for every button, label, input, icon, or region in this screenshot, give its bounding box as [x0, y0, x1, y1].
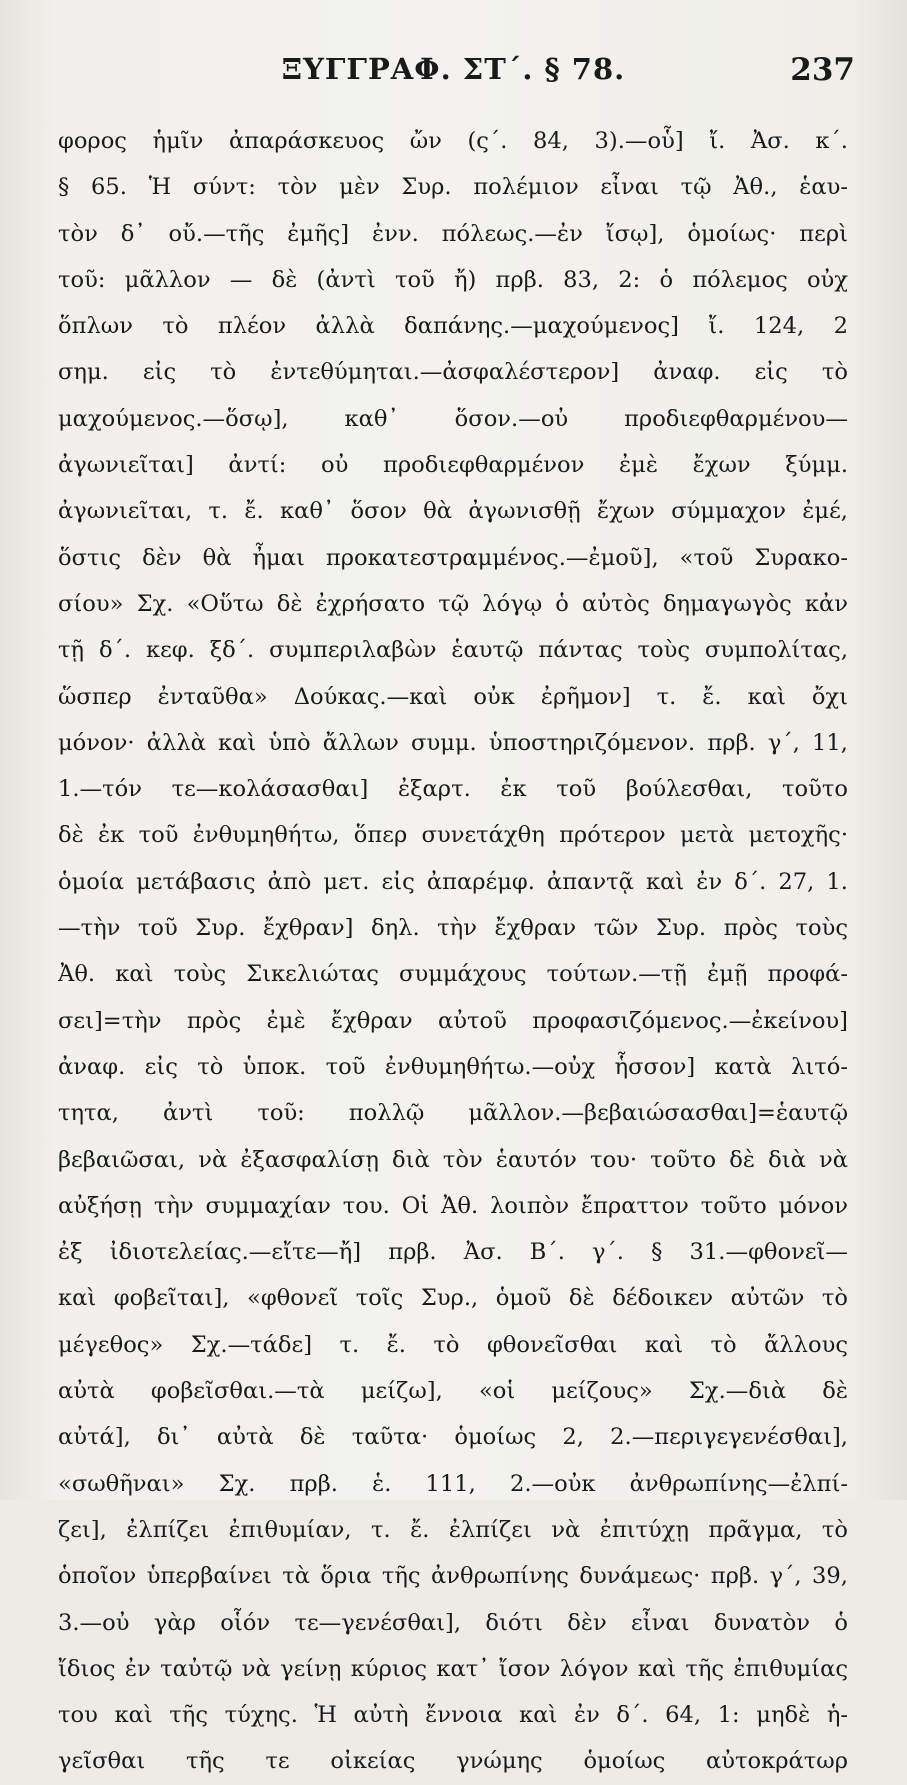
text-line: Ἀθ. καὶ τοὺς Σικελιώτας συμμάχους τούτων.—τῇ ἐμῇ προφά- [58, 961, 848, 988]
text-line: αὐτά], δι᾽ αὐτὰ δὲ ταῦτα· ὁμοίως 2, 2.—περιγεγενέσθαι], [58, 1424, 848, 1451]
text-line: ὅστις δὲν θὰ ἦμαι προκατεστραμμένος.—ἐμοῦ], «τοῦ Συρακο- [58, 544, 848, 571]
text-line: ἀγωνιεῖται] ἀντί: οὐ προδιεφθαρμένον ἐμὲ ἔχων ξύμμ. [58, 452, 848, 479]
text-line: ἀναφ. εἰς τὸ ὑποκ. τοῦ ἐνθυμηθήτω.—οὐχ ἧσσον] κατὰ λιτό- [58, 1053, 848, 1080]
text-line: ζει], ἐλπίζει ἐπιθυμίαν, τ. ἔ. ἐλπίζει νὰ ἐπιτύχῃ πρᾶγμα, τὸ [58, 1516, 848, 1543]
page-number: 237 [790, 52, 855, 88]
text-line: ὁμοία μετάβασις ἀπὸ μετ. εἰς ἀπαρέμφ. ἀπαντᾷ καὶ ἐν δ΄. 27, 1. [58, 868, 848, 895]
page-header [0, 52, 907, 100]
text-line: —τὴν τοῦ Συρ. ἔχθραν] δηλ. τὴν ἔχθραν τῶν Συρ. πρὸς τοὺς [58, 915, 848, 942]
text-line: § 65. Ἡ σύντ: τὸν μὲν Συρ. πολέμιον εἶναι τῷ Ἀθ., ἑαυ- [58, 174, 848, 201]
text-line: τὸν δ᾽ οὔ.—τῆς ἐμῆς] ἐνν. πόλεως.—ἐν ἴσῳ], ὁμοίως· περὶ [58, 220, 848, 247]
text-line: 3.—οὐ γὰρ οἷόν τε—γενέσθαι], διότι δὲν εἶναι δυνατὸν ὁ [58, 1609, 848, 1636]
text-line: μόνον· ἀλλὰ καὶ ὑπὸ ἄλλων συμμ. ὑποστηριζόμενον. πρβ. γ΄, 11, [58, 729, 848, 756]
text-line: τοῦ: μᾶλλον — δὲ (ἀντὶ τοῦ ἤ) πρβ. 83, 2: ὁ πόλεμος οὐχ [58, 266, 848, 293]
text-line: ὅπλων τὸ πλέον ἀλλὰ δαπάνης.—μαχούμενος] ἴ. 124, 2 [58, 313, 848, 340]
commentary-text [58, 118, 848, 1785]
running-head: ΞΥΓΓΡΑΦ. ΣΤ΄. § 78. [281, 52, 626, 86]
text-line: μέγεθος» Σχ.—τάδε] τ. ἔ. τὸ φθονεῖσθαι καὶ τὸ ἄλλους [58, 1331, 848, 1358]
text-line: φορος ἡμῖν ἀπαράσκευος ὤν (ς΄. 84, 3).—οὗ] ἴ. Ἀσ. κ΄. [58, 128, 848, 154]
text-line: δὲ ἐκ τοῦ ἐνθυμηθήτω, ὅπερ συνετάχθη πρότερον μετὰ μετοχῆς· [58, 822, 848, 849]
text-line: «σωθῆναι» Σχ. πρβ. ἑ. 111, 2.—οὐκ ἀνθρωπίνης—ἐλπί- [58, 1470, 848, 1497]
text-line: βεβαιῶσαι, νὰ ἐξασφαλίσῃ διὰ τὸν ἑαυτόν του· τοῦτο δὲ διὰ νὰ [58, 1146, 848, 1173]
text-line: τητα, ἀντὶ τοῦ: πολλῷ μᾶλλον.—βεβαιώσασθαι]=ἑαυτῷ [58, 1100, 848, 1127]
text-line: σημ. εἰς τὸ ἐντεθύμηται.—ἀσφαλέστερον] ἀναφ. εἰς τὸ [58, 359, 848, 386]
text-line: σίου» Σχ. «Οὕτω δὲ ἐχρήσατο τῷ λόγῳ ὁ αὐτὸς δημαγωγὸς κἀν [58, 590, 848, 617]
text-line: αὐτὰ φοβεῖσθαι.—τὰ μείζω], «οἱ μείζους» Σχ.—διὰ δὲ [58, 1378, 848, 1405]
text-line: αὐξήσῃ τὴν συμμαχίαν του. Οἱ Ἀθ. λοιπὸν ἔπραττον τοῦτο μόνον [58, 1192, 848, 1219]
text-line: τῇ δ΄. κεφ. ξδ΄. συμπεριλαβὼν ἑαυτῷ πάντας τοὺς συμπολίτας, [58, 637, 848, 664]
text-line: 1.—τόν τε—κολάσασθαι] ἐξαρτ. ἐκ τοῦ βούλεσθαι, τοῦτο [58, 776, 848, 803]
text-line: του καὶ τῆς τύχης. Ἡ αὐτὴ ἔννοια καὶ ἐν δ΄. 64, 1: μηδὲ ἡ- [58, 1702, 848, 1729]
text-line: καὶ φοβεῖται], «φθονεῖ τοῖς Συρ., ὁμοῦ δὲ δέδοικεν αὐτῶν τὸ [58, 1285, 848, 1312]
text-line: ὥσπερ ἐνταῦθα» Δούκας.—καὶ οὐκ ἐρῆμον] τ. ἔ. καὶ ὄχι [58, 683, 848, 710]
text-line: ἐξ ἰδιοτελείας.—εἴτε—ἤ] πρβ. Ἀσ. Β΄. γ΄. § 31.—φθονεῖ— [58, 1239, 848, 1266]
text-line: ἴδιος ἐν ταὐτῷ νὰ γείνῃ κύριος κατ᾽ ἴσον λόγον καὶ τῆς ἐπιθυμίας [58, 1655, 848, 1682]
text-line: γεῖσθαι τῆς τε οἰκείας γνώμης ὁμοίως αὐτοκράτωρ [58, 1748, 848, 1775]
text-line: ὁποῖον ὑπερβαίνει τὰ ὅρια τῆς ἀνθρωπίνης δυνάμεως· πρβ. γ΄, 39, [58, 1563, 848, 1590]
text-line: μαχούμενος.—ὅσῳ], καθ᾽ ὅσον.—οὐ προδιεφθαρμένου— [58, 405, 848, 432]
text-line: σει]=τὴν πρὸς ἐμὲ ἔχθραν αὐτοῦ προφασιζόμενος.—ἐκείνου] [58, 1007, 848, 1034]
text-line: ἀγωνιεῖται, τ. ἔ. καθ᾽ ὅσον θὰ ἀγωνισθῇ ἔχων σύμμαχον ἐμέ, [58, 498, 848, 525]
